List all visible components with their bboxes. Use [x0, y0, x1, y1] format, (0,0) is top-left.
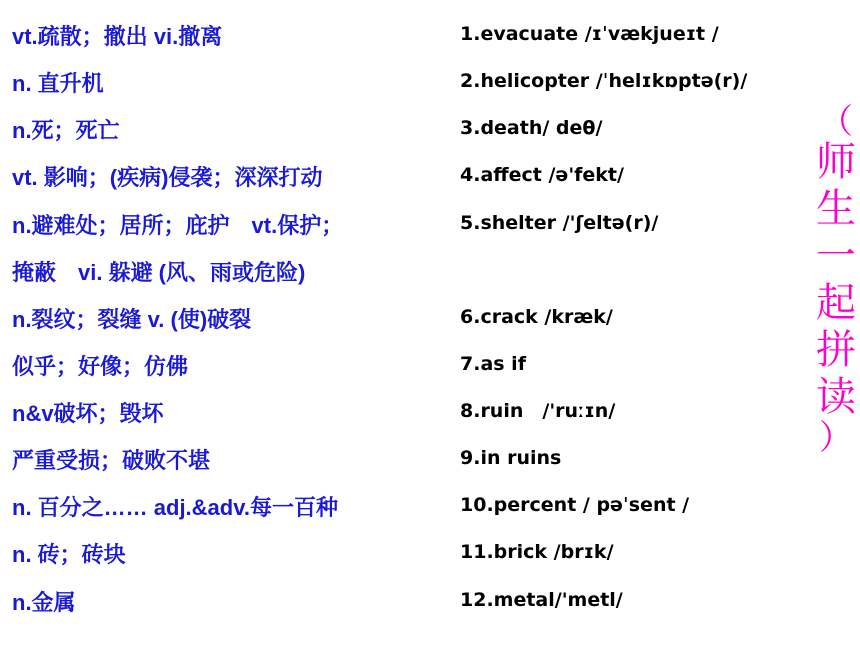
definition-helicopter: n. 直升机 [12, 71, 104, 96]
definition-brick: n. 砖；砖块 [12, 542, 126, 567]
word-ruin: 8.ruin /'ruːɪn/ [460, 400, 616, 422]
definition-crack: n.裂纹；裂缝 v. (使)破裂 [12, 307, 252, 332]
word-helicopter: 2.helicopter /ˈhelɪkɒptə(r)/ [460, 70, 748, 92]
note-open-paren: （ [819, 102, 853, 142]
note-char-3: 一 [816, 233, 856, 279]
definition-shelter-line1: n.避难处；居所；庇护 vt.保护； [12, 213, 344, 238]
definition-metal: n.金属 [12, 590, 76, 615]
definition-shelter-line2: 掩蔽 vi. 躲避 (风、雨或危险) [12, 260, 306, 285]
word-shelter: 5.shelter /'ʃeltə(r)/ [460, 212, 659, 234]
word-brick: 11.brick /brɪk/ [460, 541, 614, 563]
word-percent: 10.percent / pəˈsent / [460, 494, 690, 516]
word-evacuate: 1.evacuate /ɪˈvækjueɪt / [460, 23, 719, 45]
definition-evacuate: vt.疏散；撤出 vi.撤离 [12, 24, 223, 49]
note-char-2: 生 [816, 186, 856, 232]
word-crack: 6.crack /kræk/ [460, 306, 613, 328]
word-in-ruins: 9.in ruins [460, 447, 562, 469]
read-together-note [812, 102, 860, 458]
definition-ruin: n&v破坏；毁坏 [12, 401, 164, 426]
word-affect: 4.affect /ə'fekt/ [460, 164, 624, 186]
definition-in-ruins: 严重受损；破败不堪 [12, 448, 211, 473]
definition-death: n.死；死亡 [12, 118, 120, 143]
note-char-1: 师 [816, 139, 856, 185]
note-close-paren: ） [819, 418, 853, 458]
note-char-4: 起 [816, 280, 856, 326]
definition-affect: vt. 影响；(疾病)侵袭；深深打动 [12, 165, 323, 190]
word-as-if: 7.as if [460, 353, 526, 375]
note-char-6: 读 [816, 374, 856, 420]
word-metal: 12.metal/'metl/ [460, 589, 623, 611]
word-death: 3.death/ deθ/ [460, 117, 603, 139]
definition-percent: n. 百分之…… adj.&adv.每一百种 [12, 495, 338, 520]
note-char-5: 拼 [816, 327, 856, 373]
definition-as-if: 似乎；好像；仿佛 [12, 354, 189, 379]
